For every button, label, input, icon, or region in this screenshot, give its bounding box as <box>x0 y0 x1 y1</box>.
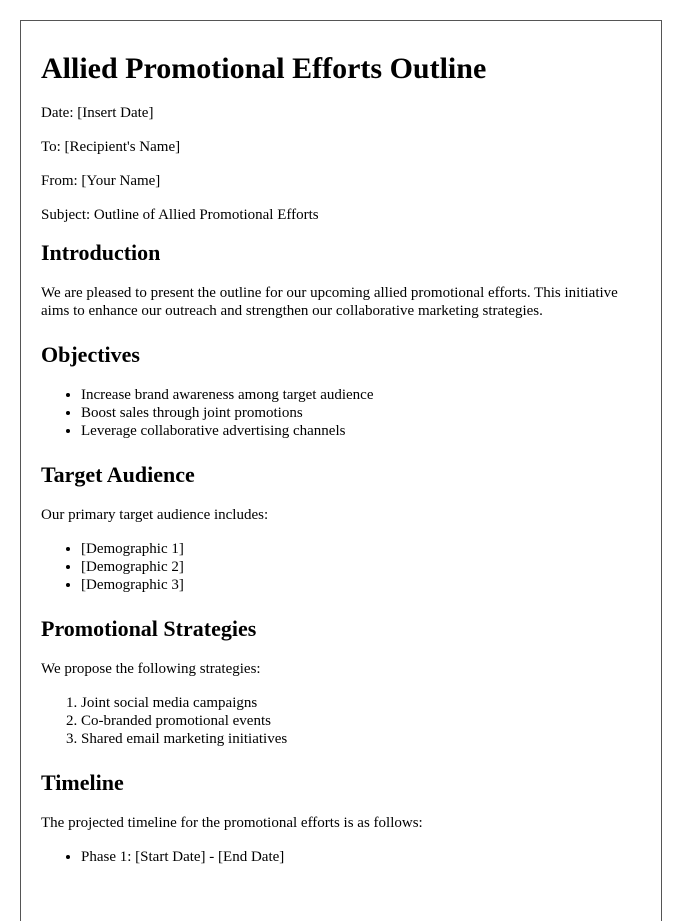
strategies-list <box>41 694 641 748</box>
recipient-line: To: [Recipient's Name] <box>41 139 181 155</box>
list-item: • [Demographic 1] <box>81 540 641 558</box>
objectives-heading: Objectives <box>41 342 140 367</box>
letter-document <box>20 20 662 921</box>
target-audience-list <box>41 540 641 594</box>
target-audience-intro: Our primary target audience includes: <box>41 507 269 523</box>
target-audience-heading: Target Audience <box>41 462 195 487</box>
sender-line: From: [Your Name] <box>41 173 161 189</box>
list-item: 1. Joint social media campaigns <box>81 694 641 712</box>
strategies-heading: Promotional Strategies <box>41 616 257 641</box>
timeline-list <box>41 848 641 866</box>
list-item: • [Demographic 2] <box>81 558 641 576</box>
introduction-text: We are pleased to present the outline for our upcoming allied promotional efforts. This initiative aims to enhance our outreach and strengthen our collaborative marketing strategies. <box>41 285 618 319</box>
list-item: • Boost sales through joint promotions <box>81 404 641 422</box>
strategies-intro: We propose the following strategies: <box>41 661 261 677</box>
objectives-list <box>41 386 641 440</box>
list-item: 3. Shared email marketing initiatives <box>81 730 641 748</box>
list-item: • Leverage collaborative advertising channels <box>81 422 641 440</box>
list-item: • [Demographic 3] <box>81 576 641 594</box>
list-item: • Increase brand awareness among target audience <box>81 386 641 404</box>
timeline-intro: The projected timeline for the promotional efforts is as follows: <box>41 815 423 831</box>
date-line: Date: [Insert Date] <box>41 105 154 121</box>
timeline-heading: Timeline <box>41 770 124 795</box>
document-title: Allied Promotional Efforts Outline <box>41 52 487 85</box>
list-item: • Phase 1: [Start Date] - [End Date] <box>81 848 641 866</box>
subject-line: Subject: Outline of Allied Promotional Efforts <box>41 207 319 223</box>
introduction-heading: Introduction <box>41 240 161 265</box>
list-item: 2. Co-branded promotional events <box>81 712 641 730</box>
